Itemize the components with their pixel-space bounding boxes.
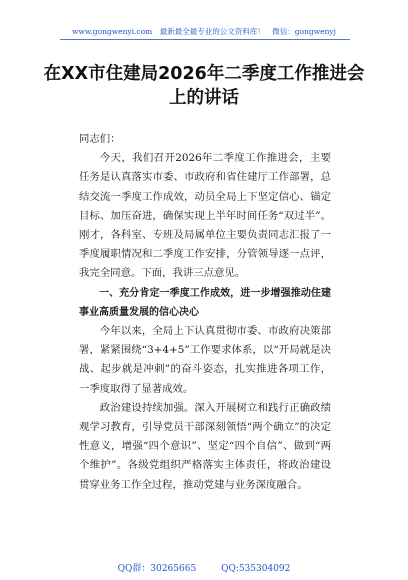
footer-qq: QQ:535304092 xyxy=(221,564,291,574)
header-banner: www.gongwenyi.com 最新最全最专业的公文资料库！ 微信：gongwenyj xyxy=(72,27,336,36)
document-body xyxy=(79,130,331,495)
header-divider xyxy=(60,39,350,40)
footer-contact xyxy=(0,561,408,574)
paragraph-intro: 今天，我们召开2026年二季度工作推进会，主要任务是认真落实市委、市政府和省住建厅工作部署，总结交流一季度工作成效，动员全局上下坚定信心、锚定目标、加压奋进，确保实现上半年时间任务“双过半”。刚才，各科室、专班及局属单位主要负责同志汇报了一季度履职情况和二季度工作安排，分管领导逐一点评，我完全同意。下面，我讲三点意见。 xyxy=(79,152,331,280)
section-heading-1: 一、充分肯定一季度工作成效，进一步增强推动住建事业高质量发展的信心决心 xyxy=(79,287,331,318)
page-title: 在XX市住建局2026年二季度工作推进会上的讲话 xyxy=(43,64,365,108)
greeting: 同志们： xyxy=(79,133,121,145)
footer-qq-group: QQ群：30265665 xyxy=(117,564,197,574)
paragraph-political: 政治建设持续加强。深入开展树立和践行正确政绩观学习教育，引导党员干部深刻领悟“两个确立”的决定性意义，增强“四个意识”、坚定“四个自信”、做到“两个维护”。各级党组织严格落实主体责任，将政治建设贯穿业务工作全过程，推动党建与业务深度融合。 xyxy=(79,401,331,491)
paragraph-summary: 今年以来，全局上下认真贯彻市委、市政府决策部署，紧紧围绕“3+4+5”工作要求体系，以“开局就是决战、起步就是冲刺”的奋斗姿态，扎实推进各项工作，一季度取得了显著成效。 xyxy=(79,325,331,395)
